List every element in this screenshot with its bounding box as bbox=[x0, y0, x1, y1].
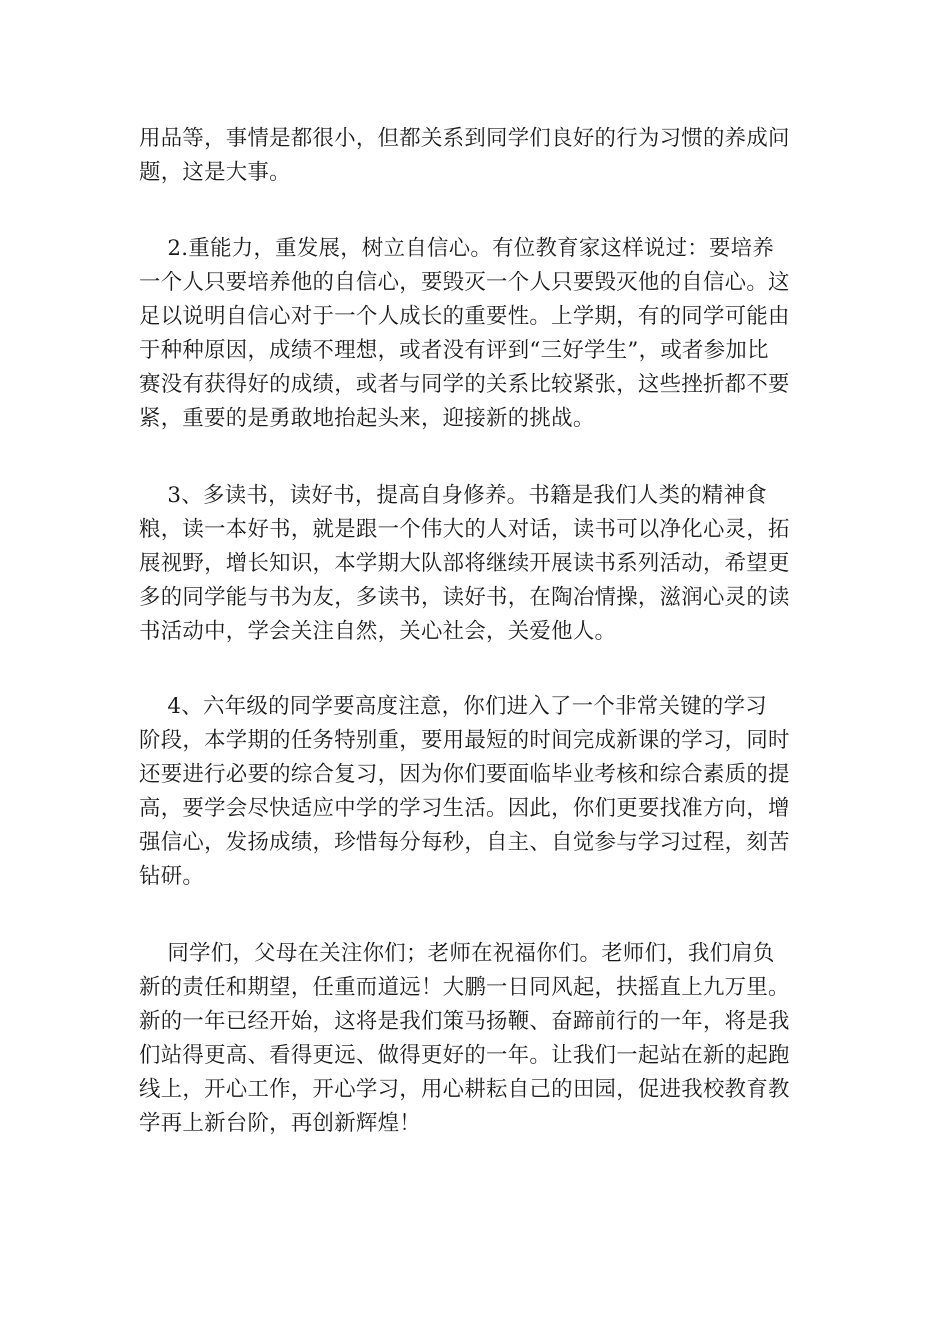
text-line: 线上，开心工作，开心学习，用心耕耘自己的田园，促进我校教育教 bbox=[139, 1077, 790, 1102]
text-line: 多的同学能与书为友，多读书，读好书，在陶冶情操，滋润心灵的读 bbox=[139, 585, 790, 610]
text-line: 们站得更高、看得更远、做得更好的一年。让我们一起站在新的起跑 bbox=[139, 1043, 790, 1068]
text-line: 4、六年级的同学要高度注意，你们进入了一个非常关键的学习 bbox=[139, 694, 767, 719]
text-line: 学再上新台阶，再创新辉煌！ bbox=[139, 1111, 421, 1136]
text-line: 新的责任和期望，任重而道远！大鹏一日同风起，扶摇直上九万里。 bbox=[139, 975, 790, 1000]
text-line: 钻研。 bbox=[139, 864, 205, 889]
text-line: 高，要学会尽快适应中学的学习生活。因此，你们更要找准方向，增 bbox=[139, 796, 790, 821]
text-line: 题，这是大事。 bbox=[139, 160, 291, 185]
text-line: 新的一年已经开始，这将是我们策马扬鞭、奋蹄前行的一年，将是我 bbox=[139, 1009, 790, 1034]
text-line: 足以说明自信心对于一个人成长的重要性。上学期，有的同学可能由 bbox=[139, 304, 790, 329]
text-line: 展视野，增长知识，本学期大队部将继续开展读书系列活动，希望更 bbox=[139, 551, 790, 576]
paragraph-2 bbox=[139, 232, 811, 436]
text-line: 书活动中，学会关注自然，关心社会，关爱他人。 bbox=[139, 619, 617, 644]
text-line: 粮，读一本好书，就是跟一个伟大的人对话，读书可以净化心灵，拓 bbox=[139, 517, 790, 542]
text-line: 3、多读书，读好书，提高自身修养。书籍是我们人类的精神食 bbox=[139, 483, 767, 508]
paragraph-1 bbox=[139, 122, 811, 190]
text-line: 一个人只要培养他的自信心，要毁灭一个人只要毁灭他的自信心。这 bbox=[139, 270, 790, 295]
paragraph-3 bbox=[139, 479, 811, 649]
text-line: 紧，重要的是勇敢地抬起头来，迎接新的挑战。 bbox=[139, 406, 595, 431]
paragraph-5 bbox=[139, 937, 811, 1141]
text-line: 赛没有获得好的成绩，或者与同学的关系比较紧张，这些挫折都不要 bbox=[139, 372, 790, 397]
text-line: 2.重能力，重发展，树立自信心。有位教育家这样说过：要培养 bbox=[139, 236, 775, 261]
text-line: 还要进行必要的综合复习，因为你们要面临毕业考核和综合素质的提 bbox=[139, 762, 790, 787]
text-line: 于种种原因，成绩不理想，或者没有评到“三好学生”，或者参加比 bbox=[139, 338, 769, 363]
paragraph-4 bbox=[139, 690, 811, 894]
text-line: 同学们，父母在关注你们；老师在祝福你们。老师们，我们肩负 bbox=[139, 941, 775, 966]
text-line: 用品等，事情是都很小，但都关系到同学们良好的行为习惯的养成问 bbox=[139, 126, 790, 151]
text-line: 强信心，发扬成绩，珍惜每分每秒，自主、自觉参与学习过程，刻苦 bbox=[139, 830, 790, 855]
text-line: 阶段，本学期的任务特别重，要用最短的时间完成新课的学习，同时 bbox=[139, 728, 790, 753]
